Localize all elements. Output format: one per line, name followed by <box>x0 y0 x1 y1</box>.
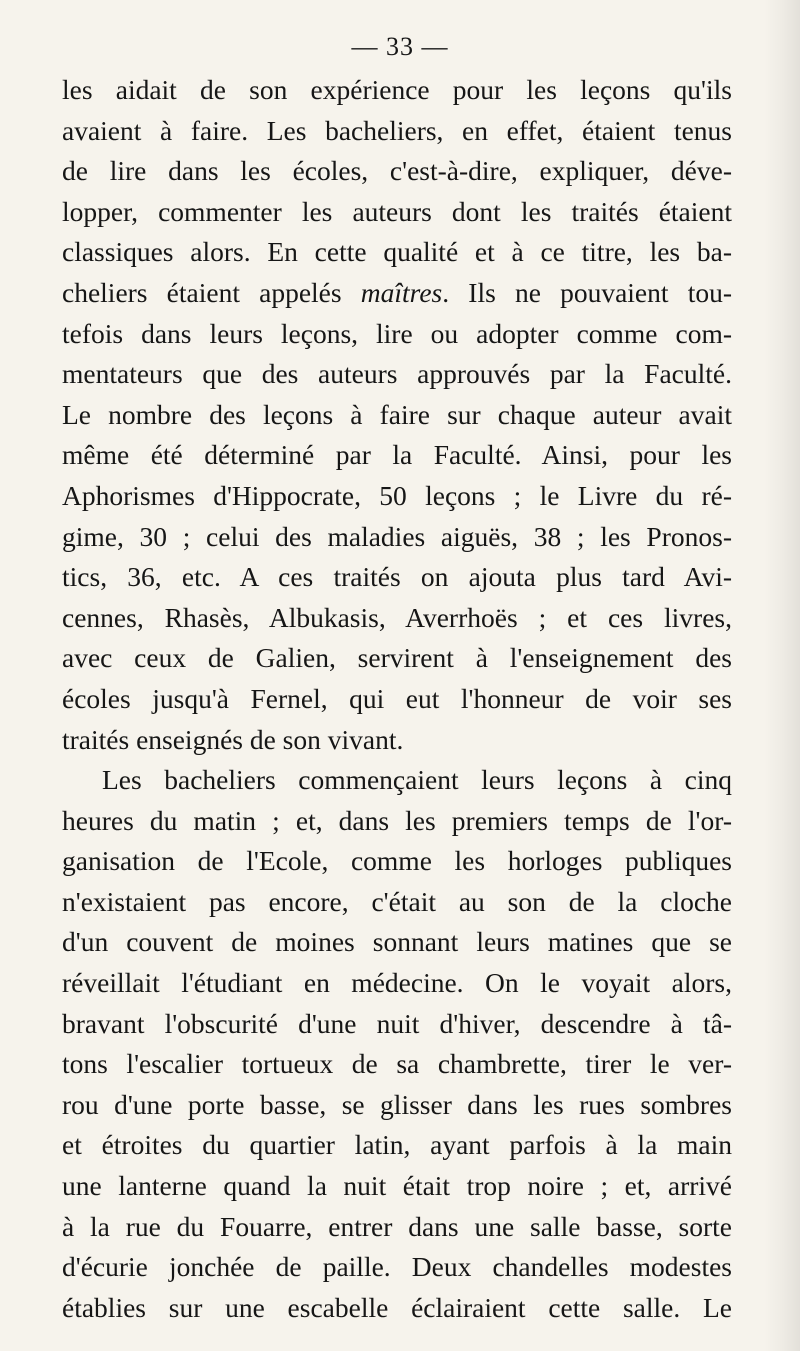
text-line: gime, 30 ; celui des maladies aiguës, 38 ; les Pronos- <box>62 520 732 552</box>
text-line: à la rue du Fouarre, entrer dans une salle basse, sorte <box>62 1210 732 1242</box>
text-line: Les bacheliers commençaient leurs leçons à cinq <box>102 764 732 796</box>
text-line: réveillait l'étudiant en médecine. On le voyait alors, <box>62 967 732 999</box>
text-line: écoles jusqu'à Fernel, qui eut l'honneur de voir ses <box>62 682 732 714</box>
text-line: même été déterminé par la Faculté. Ainsi, pour les <box>62 439 732 471</box>
text-line: traités enseignés de son vivant. <box>62 723 404 755</box>
text-line: rou d'une porte basse, se glisser dans les rues sombres <box>62 1088 732 1120</box>
text-line: Aphorismes d'Hippocrate, 50 leçons ; le Livre du ré- <box>62 479 732 511</box>
text-line-with-emphasis <box>62 273 732 314</box>
text-line: n'existaient pas encore, c'était au son de la cloche <box>62 885 732 917</box>
text-segment: . Ils ne pouvaient tou- <box>442 276 732 308</box>
text-line: bravant l'obscurité d'une nuit d'hiver, descendre à tâ- <box>62 1007 732 1039</box>
text-line: une lanterne quand la nuit était trop noire ; et, arrivé <box>62 1170 732 1202</box>
text-line: d'écurie jonchée de paille. Deux chandelles modestes <box>62 1251 732 1283</box>
text-line: tefois dans leurs leçons, lire ou adopter comme com- <box>62 317 732 349</box>
text-line: mentateurs que des auteurs approuvés par la Faculté. <box>62 358 732 390</box>
text-line: classiques alors. En cette qualité et à ce titre, les ba- <box>62 236 732 268</box>
text-line: d'un couvent de moines sonnant leurs matines que se <box>62 926 732 958</box>
page-edge-shadow <box>764 0 800 1351</box>
text-segment: cheliers étaient appelés <box>62 276 342 308</box>
text-line: ganisation de l'Ecole, comme les horloges publiques <box>62 845 732 877</box>
text-line: lopper, commenter les auteurs dont les traités étaient <box>62 195 732 227</box>
body-text <box>62 70 732 1328</box>
text-line: cennes, Rhasès, Albukasis, Averrhoës ; et ces livres, <box>62 601 732 633</box>
text-line: tons l'escalier tortueux de sa chambrette, tirer le ver- <box>62 1048 732 1080</box>
page-number: — 33 — <box>351 32 449 61</box>
emphasis-text: maîtres <box>360 276 443 308</box>
text-line: tics, 36, etc. A ces traités on ajouta plus tard Avi- <box>62 561 732 593</box>
text-line: heures du matin ; et, dans les premiers temps de l'or- <box>62 804 732 836</box>
text-line: les aidait de son expérience pour les leçons qu'ils <box>62 74 732 105</box>
text-line: Le nombre des leçons à faire sur chaque auteur avait <box>62 398 732 430</box>
text-line: avec ceux de Galien, servirent à l'enseignement des <box>62 642 732 674</box>
text-line: de lire dans les écoles, c'est-à-dire, expliquer, déve- <box>62 155 732 187</box>
text-line: avaient à faire. Les bacheliers, en effet, étaient tenus <box>62 114 732 146</box>
text-line: établies sur une escabelle éclairaient cette salle. Le <box>62 1291 732 1323</box>
text-line: et étroites du quartier latin, ayant parfois à la main <box>62 1129 732 1161</box>
